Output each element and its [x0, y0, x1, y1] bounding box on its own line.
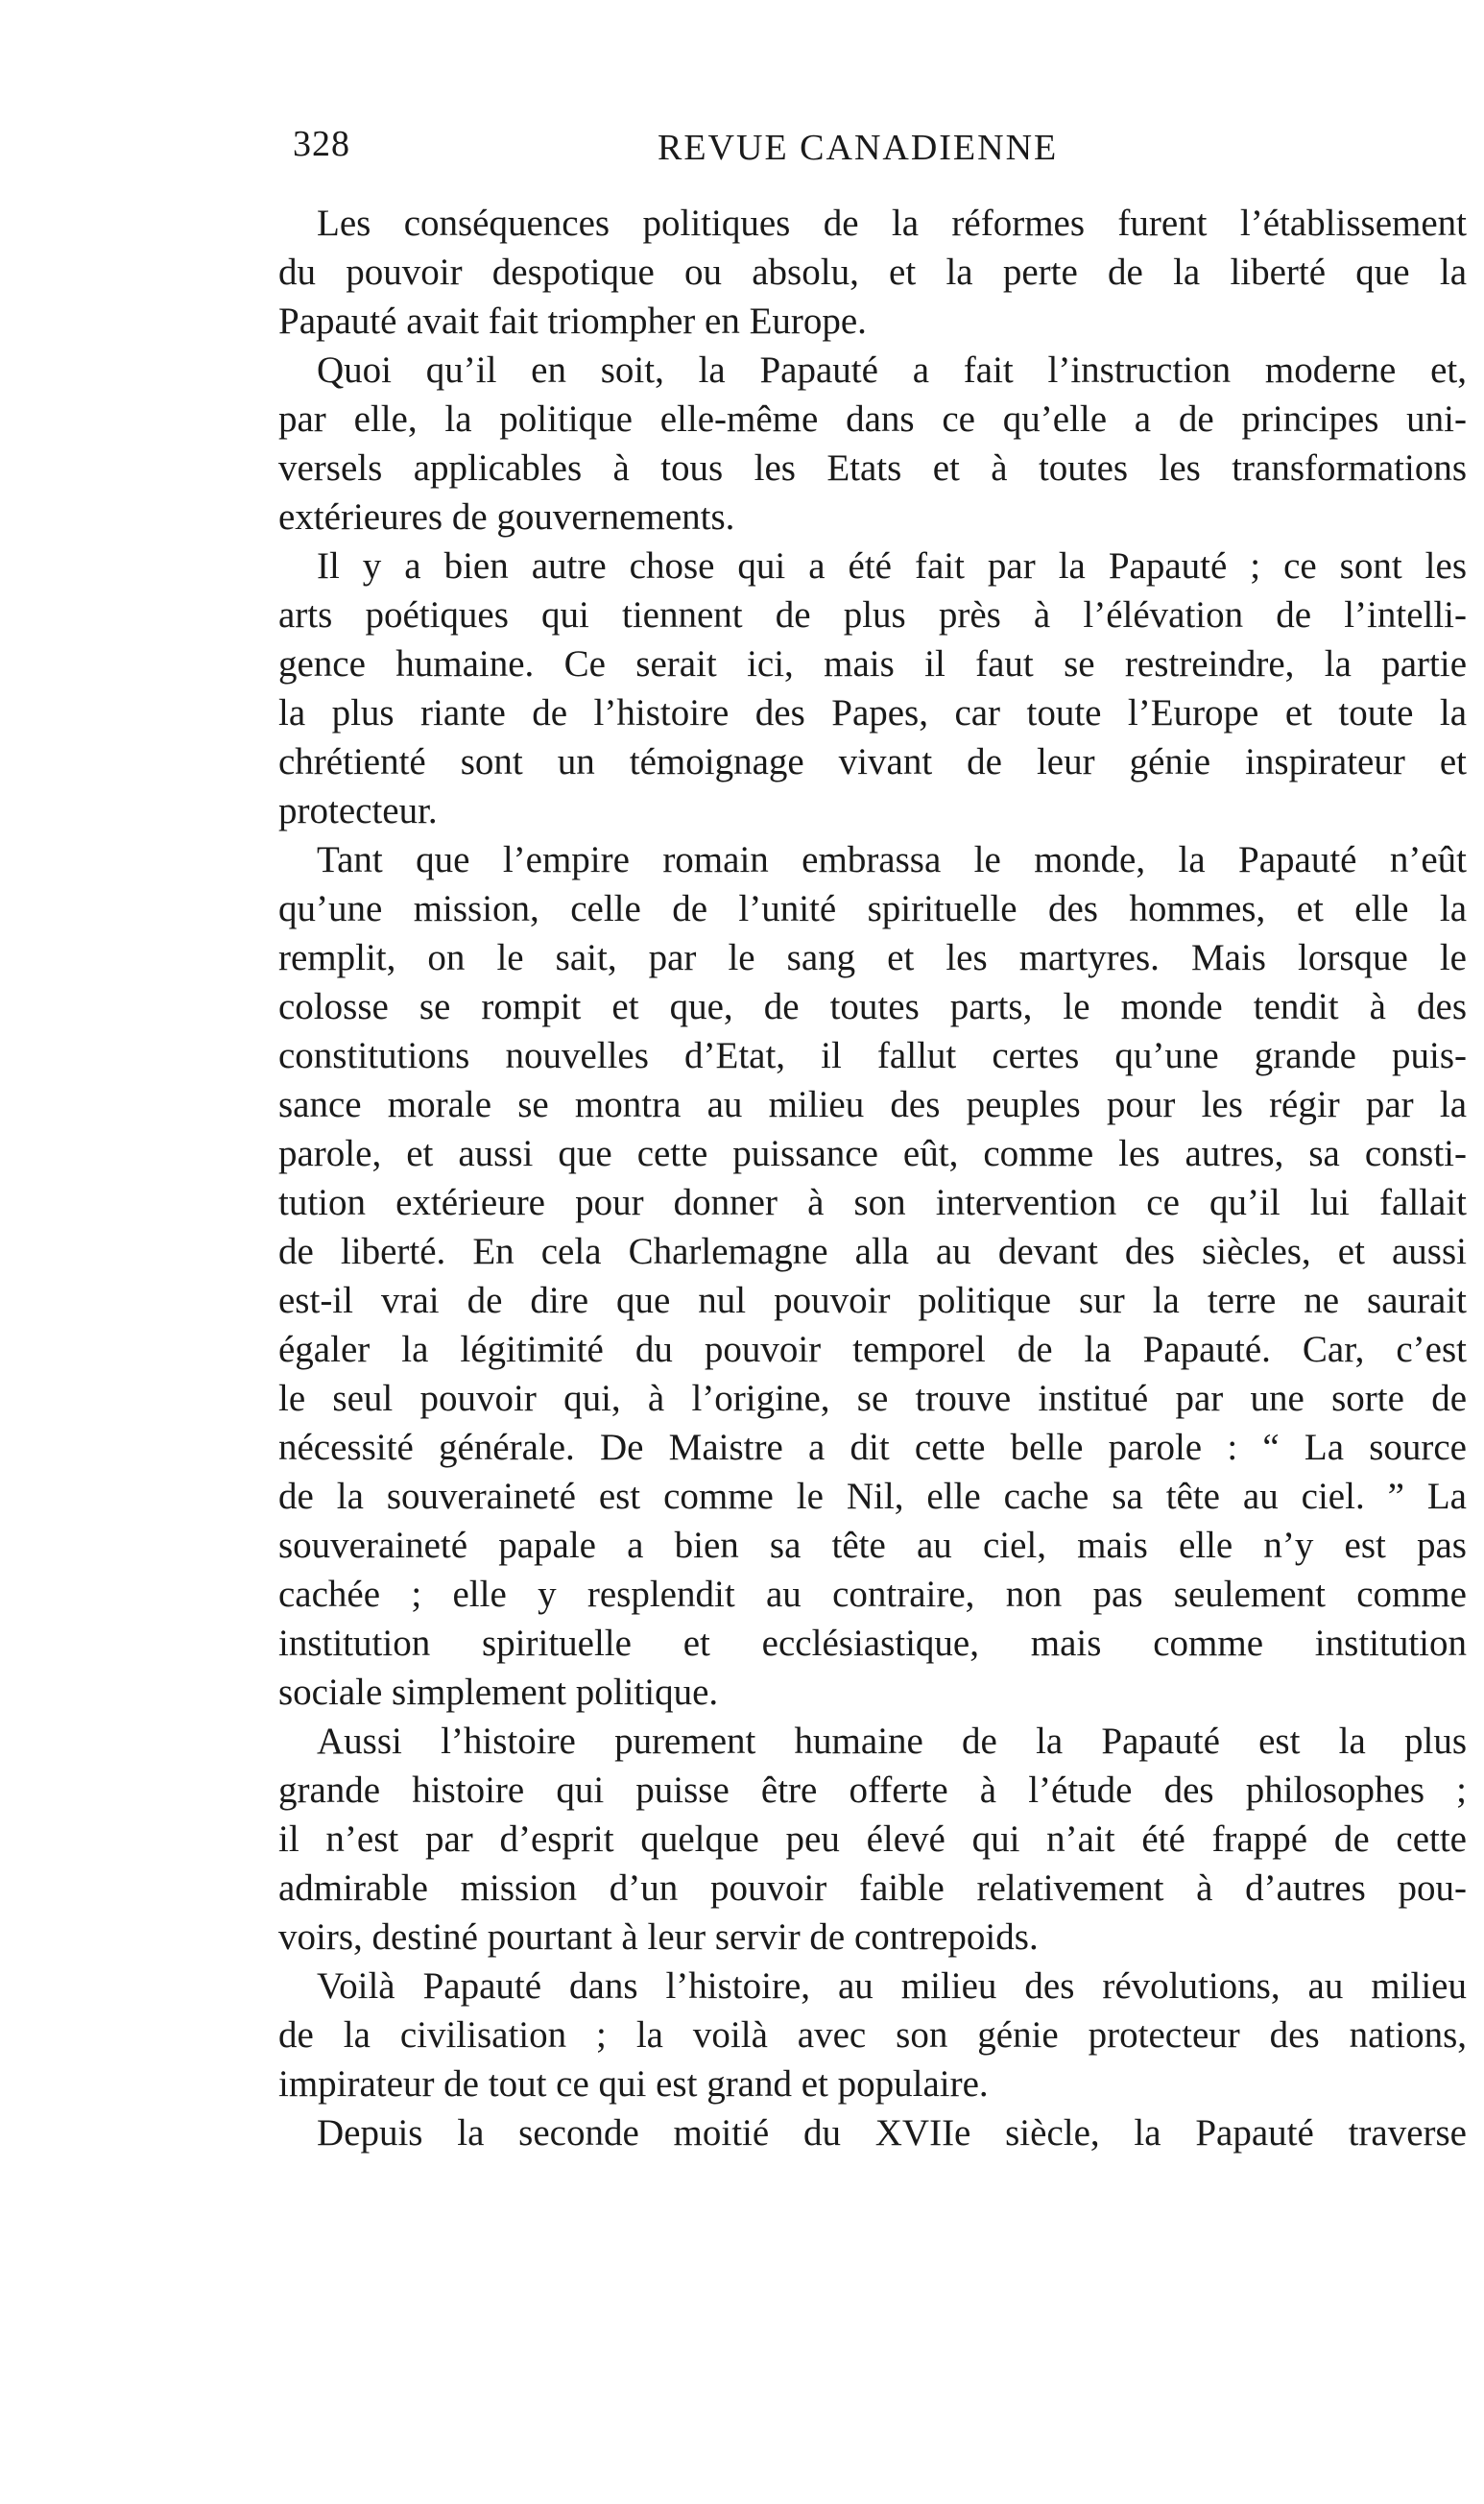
text-line: la plus riante de l’histoire des Papes, car toute l’Europe et toute la — [278, 692, 1467, 734]
text-line: nécessité générale. De Maistre a dit cette belle parole : “ La source — [278, 1427, 1467, 1468]
text-line: Tant que l’empire romain embrassa le monde, la Papauté n’eût — [317, 839, 1467, 880]
text-line: par elle, la politique elle-même dans ce qu’elle a de principes uni- — [278, 398, 1467, 440]
text-line: grande histoire qui puisse être offerte à l’étude des philosophes ; — [278, 1770, 1467, 1811]
text-line: arts poétiques qui tiennent de plus près à l’élévation de l’intelli- — [278, 594, 1467, 636]
text-line: institution spirituelle et ecclésiastique, mais comme institution — [278, 1623, 1467, 1664]
text-line: constitutions nouvelles d’Etat, il fallut certes qu’une grande puis- — [278, 1035, 1467, 1076]
text-line: de liberté. En cela Charlemagne alla au devant des siècles, et aussi — [278, 1231, 1467, 1272]
text-line: il n’est par d’esprit quelque peu élevé qui n’ait été frappé de cette — [278, 1818, 1467, 1860]
text-line: sance morale se montra au milieu des peuples pour les régir par la — [278, 1084, 1467, 1125]
text-line: égaler la légitimité du pouvoir temporel de la Papauté. Car, c’est — [278, 1329, 1467, 1370]
text-line: Quoi qu’il en soit, la Papauté a fait l’instruction moderne et, — [317, 349, 1467, 391]
text-line: Papauté avait fait triompher en Europe. — [278, 301, 867, 342]
text-line: Les conséquences politiques de la réformes furent l’établissement — [317, 203, 1467, 244]
text-line: gence humaine. Ce serait ici, mais il faut se restreindre, la partie — [278, 643, 1467, 685]
text-line: voirs, destiné pourtant à leur servir de contrepoids. — [278, 1916, 1039, 1958]
text-line: remplit, on le sait, par le sang et les martyres. Mais lorsque le — [278, 937, 1467, 978]
journal-title: REVUE CANADIENNE — [658, 128, 1059, 168]
text-line: cachée ; elle y resplendit au contraire, non pas seulement comme — [278, 1574, 1467, 1615]
text-line: de la souveraineté est comme le Nil, elle cache sa tête au ciel. ” La — [278, 1476, 1467, 1517]
text-line: chrétienté sont un témoignage vivant de leur génie inspirateur et — [278, 741, 1467, 782]
text-line: parole, et aussi que cette puissance eût, comme les autres, sa consti- — [278, 1133, 1467, 1174]
text-line: tution extérieure pour donner à son intervention ce qu’il lui fallait — [278, 1182, 1467, 1223]
text-line: Aussi l’histoire purement humaine de la Papauté est la plus — [317, 1721, 1467, 1762]
text-line: du pouvoir despotique ou absolu, et la perte de la liberté que la — [278, 252, 1467, 293]
text-line: qu’une mission, celle de l’unité spirituelle des hommes, et elle la — [278, 888, 1467, 929]
text-line: admirable mission d’un pouvoir faible relativement à d’autres pou- — [278, 1867, 1467, 1909]
text-line: protecteur. — [278, 790, 438, 831]
text-line: colosse se rompit et que, de toutes parts, le monde tendit à des — [278, 986, 1467, 1027]
text-line: est-il vrai de dire que nul pouvoir politique sur la terre ne saurait — [278, 1280, 1467, 1321]
text-line: versels applicables à tous les Etats et à toutes les transformations — [278, 447, 1467, 489]
text-line: Il y a bien autre chose qui a été fait par la Papauté ; ce sont les — [317, 545, 1467, 587]
text-line: le seul pouvoir qui, à l’origine, se trouve institué par une sorte de — [278, 1378, 1467, 1419]
page-number: 328 — [293, 124, 350, 164]
text-line: impirateur de tout ce qui est grand et populaire. — [278, 2063, 989, 2105]
text-line: Depuis la seconde moitié du XVIIe siècle, la Papauté traverse — [317, 2112, 1467, 2154]
text-line: souveraineté papale a bien sa tête au ciel, mais elle n’y est pas — [278, 1525, 1467, 1566]
text-line: de la civilisation ; la voilà avec son génie protecteur des nations, — [278, 2014, 1467, 2056]
running-head — [293, 123, 1118, 171]
text-line: extérieures de gouvernements. — [278, 496, 735, 538]
text-line: Voilà Papauté dans l’histoire, au milieu des révolutions, au milieu — [317, 1965, 1467, 2007]
text-line: sociale simplement politique. — [278, 1672, 719, 1713]
